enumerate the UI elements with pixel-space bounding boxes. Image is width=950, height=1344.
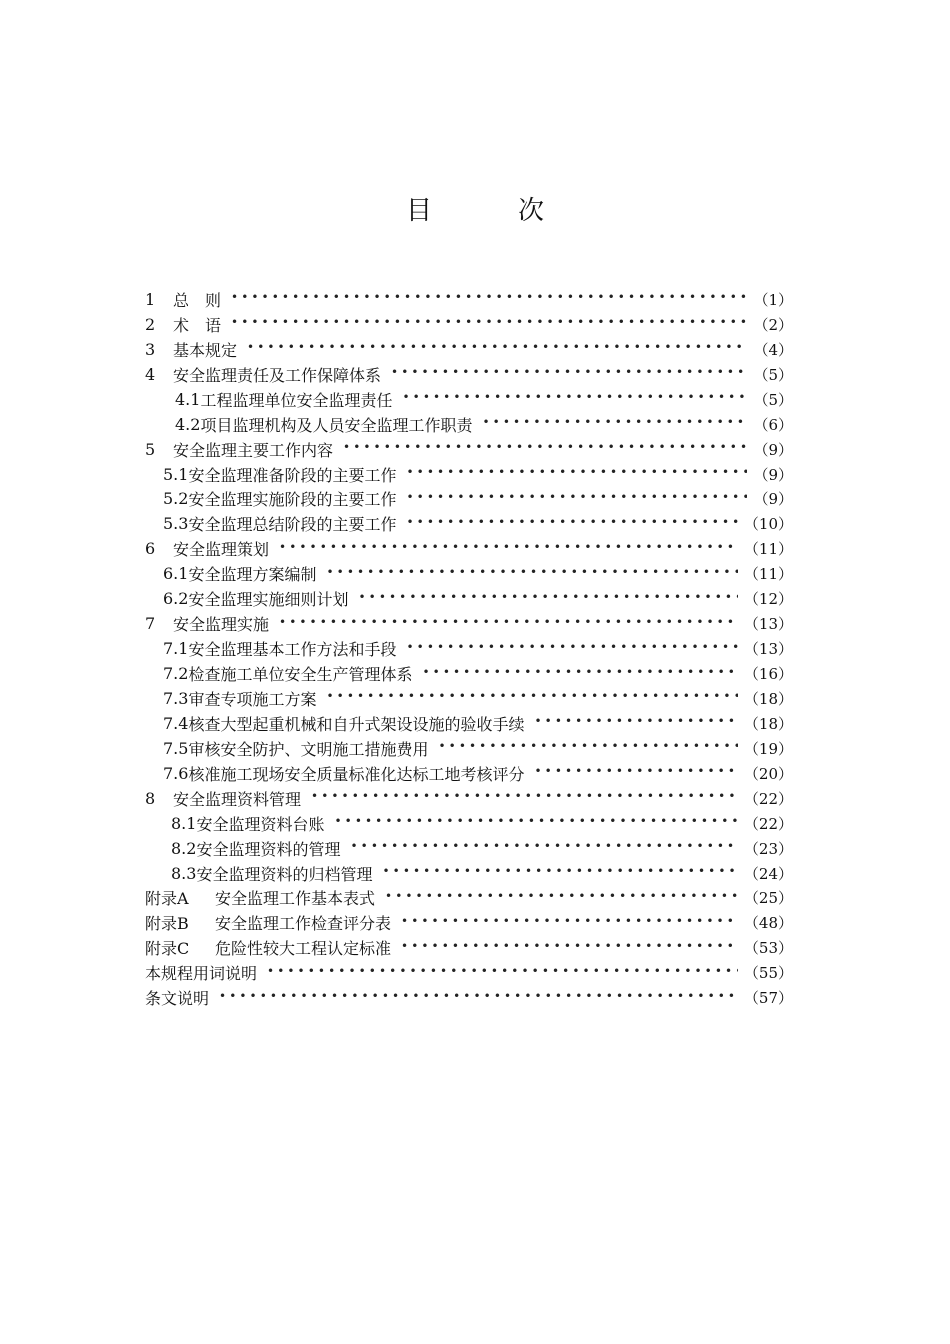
toc-label: 安全监理工作基本表式 (215, 889, 376, 909)
toc-number: 7.5 (163, 738, 189, 758)
dot-leader (406, 466, 747, 482)
toc-number: 6.2 (163, 589, 189, 609)
toc-page: （9） (753, 465, 793, 484)
toc-page: （53） (743, 939, 793, 958)
toc-entry-appendix-b[interactable] (145, 910, 793, 935)
toc-page: （9） (753, 490, 793, 509)
toc-entry-terms-explanation[interactable] (145, 960, 793, 985)
table-of-contents (145, 287, 793, 1010)
toc-page: （20） (743, 764, 793, 783)
toc-entry-5-1[interactable] (145, 462, 793, 487)
toc-number: 6.1 (163, 564, 189, 584)
toc-label: 安全监理资料台账 (196, 814, 325, 834)
toc-number: 8.3 (171, 863, 197, 883)
toc-entry-8-3[interactable] (145, 861, 793, 886)
toc-label: 安全监理实施阶段的主要工作 (188, 490, 397, 510)
toc-page: （22） (743, 814, 793, 833)
toc-label: 安全监理资料的归档管理 (196, 864, 373, 884)
toc-number: 3 (145, 339, 156, 359)
toc-label: 安全监理实施 (173, 615, 270, 635)
toc-page: （25） (743, 889, 793, 908)
toc-page: （23） (743, 839, 793, 858)
toc-label: 安全监理责任及工作保障体系 (173, 365, 382, 385)
toc-page: （12） (743, 590, 793, 609)
toc-number: 1 (145, 289, 156, 309)
toc-page: （5） (753, 365, 793, 384)
dot-leader (334, 815, 737, 831)
toc-page: （5） (753, 390, 793, 409)
dot-leader (422, 666, 737, 682)
toc-label: 安全监理准备阶段的主要工作 (188, 465, 397, 485)
toc-number: 5.1 (163, 464, 189, 484)
toc-label: 安全监理策划 (173, 540, 270, 560)
toc-label: 安全监理方案编制 (188, 565, 317, 585)
toc-number: 附录C (145, 939, 190, 959)
toc-label: 本规程用词说明 (145, 964, 258, 984)
toc-page: （55） (743, 964, 793, 983)
toc-number: 4.1 (175, 389, 201, 409)
toc-entry-4-2[interactable] (145, 412, 793, 437)
dot-leader (267, 965, 738, 981)
toc-number: 8 (145, 788, 156, 808)
toc-label: 安全监理主要工作内容 (173, 440, 334, 460)
toc-entry-2[interactable] (145, 312, 793, 337)
toc-number: 8.1 (171, 813, 197, 833)
dot-leader (247, 341, 747, 357)
toc-number: 7 (145, 614, 156, 634)
toc-entry-clause-explanation[interactable] (145, 985, 793, 1010)
dot-leader (402, 391, 747, 407)
toc-label: 核查大型起重机械和自升式架设设施的验收手续 (188, 714, 525, 734)
dot-leader (343, 441, 747, 457)
toc-page: （24） (743, 864, 793, 883)
toc-page: （10） (743, 515, 793, 534)
dot-leader (391, 366, 747, 382)
toc-number: 2 (145, 314, 156, 334)
toc-entry-7-2[interactable] (145, 661, 793, 686)
toc-entry-7-4[interactable] (145, 711, 793, 736)
toc-label: 基本规定 (173, 340, 238, 360)
toc-page: （2） (753, 315, 793, 334)
toc-entry-6-1[interactable] (145, 561, 793, 586)
toc-page: （6） (753, 415, 793, 434)
toc-number: 6 (145, 539, 156, 559)
dot-leader (350, 840, 737, 856)
toc-entry-8-2[interactable] (145, 836, 793, 861)
toc-page: （9） (753, 440, 793, 459)
toc-entry-7[interactable] (145, 611, 793, 636)
toc-entry-1[interactable] (145, 287, 793, 312)
toc-entry-6[interactable] (145, 536, 793, 561)
toc-label: 工程监理单位安全监理责任 (200, 390, 393, 410)
toc-entry-7-5[interactable] (145, 736, 793, 761)
toc-label: 安全监理资料管理 (173, 789, 302, 809)
toc-number: 8.2 (171, 838, 197, 858)
dot-leader (385, 890, 738, 906)
toc-number: 4 (145, 364, 156, 384)
toc-entry-4[interactable] (145, 362, 793, 387)
toc-entry-appendix-c[interactable] (145, 935, 793, 960)
toc-entry-5-2[interactable] (145, 487, 793, 512)
toc-page: （57） (743, 989, 793, 1008)
toc-page: （19） (743, 739, 793, 758)
toc-label: 检查施工单位安全生产管理体系 (188, 665, 413, 685)
toc-entry-6-2[interactable] (145, 586, 793, 611)
toc-number: 7.4 (163, 713, 189, 733)
toc-page: （11） (743, 565, 793, 584)
toc-page: （1） (753, 290, 793, 309)
toc-label: 审核安全防护、文明施工措施费用 (188, 739, 429, 759)
toc-page: （4） (753, 340, 793, 359)
toc-entry-7-3[interactable] (145, 686, 793, 711)
toc-label: 安全监理实施细则计划 (188, 590, 349, 610)
toc-entry-7-6[interactable] (145, 761, 793, 786)
toc-label: 安全监理总结阶段的主要工作 (188, 515, 397, 535)
toc-page: （13） (743, 615, 793, 634)
toc-entry-3[interactable] (145, 337, 793, 362)
dot-leader (401, 940, 738, 956)
dot-leader (279, 541, 738, 557)
dot-leader (401, 915, 738, 931)
toc-number: 4.2 (175, 414, 201, 434)
toc-label: 危险性较大工程认定标准 (215, 939, 392, 959)
toc-number: 附录B (145, 914, 189, 934)
dot-leader (326, 690, 737, 706)
dot-leader (406, 491, 747, 507)
toc-entry-appendix-a[interactable] (145, 886, 793, 911)
dot-leader (482, 416, 747, 432)
toc-label: 术 语 (173, 315, 222, 335)
toc-page: （48） (743, 914, 793, 933)
toc-number: 7.2 (163, 664, 189, 684)
toc-number: 7.6 (163, 763, 189, 783)
toc-entry-5[interactable] (145, 437, 793, 462)
dot-leader (311, 790, 738, 806)
dot-leader (358, 591, 737, 607)
toc-number: 附录A (145, 889, 189, 909)
toc-entry-4-1[interactable] (145, 387, 793, 412)
dot-leader (534, 765, 737, 781)
toc-label: 总 则 (173, 290, 222, 310)
toc-label: 条文说明 (145, 989, 210, 1009)
toc-number: 5.3 (163, 514, 189, 534)
toc-entry-7-1[interactable] (145, 636, 793, 661)
toc-entry-5-3[interactable] (145, 511, 793, 536)
dot-leader (326, 566, 737, 582)
toc-label: 安全监理资料的管理 (196, 839, 341, 859)
toc-number: 7.1 (163, 639, 189, 659)
toc-number: 7.3 (163, 688, 189, 708)
page-title: 目 次 (405, 196, 574, 226)
toc-number: 5 (145, 439, 156, 459)
dot-leader (219, 990, 738, 1006)
toc-label: 核准施工现场安全质量标准化达标工地考核评分 (188, 764, 525, 784)
dot-leader (406, 516, 737, 532)
toc-page: （11） (743, 540, 793, 559)
dot-leader (231, 316, 747, 332)
toc-page: （18） (743, 689, 793, 708)
dot-leader (406, 641, 737, 657)
dot-leader (382, 865, 737, 881)
dot-leader (231, 291, 747, 307)
toc-label: 项目监理机构及人员安全监理工作职责 (200, 415, 473, 435)
toc-page: （16） (743, 665, 793, 684)
dot-leader (279, 616, 738, 632)
toc-page: （18） (743, 714, 793, 733)
toc-entry-8[interactable] (145, 786, 793, 811)
toc-entry-8-1[interactable] (145, 811, 793, 836)
dot-leader (438, 740, 737, 756)
toc-page: （22） (743, 789, 793, 808)
toc-number: 5.2 (163, 489, 189, 509)
toc-page: （13） (743, 640, 793, 659)
toc-label: 安全监理基本工作方法和手段 (188, 640, 397, 660)
dot-leader (534, 715, 737, 731)
toc-label: 审查专项施工方案 (188, 689, 317, 709)
toc-label: 安全监理工作检查评分表 (215, 914, 392, 934)
